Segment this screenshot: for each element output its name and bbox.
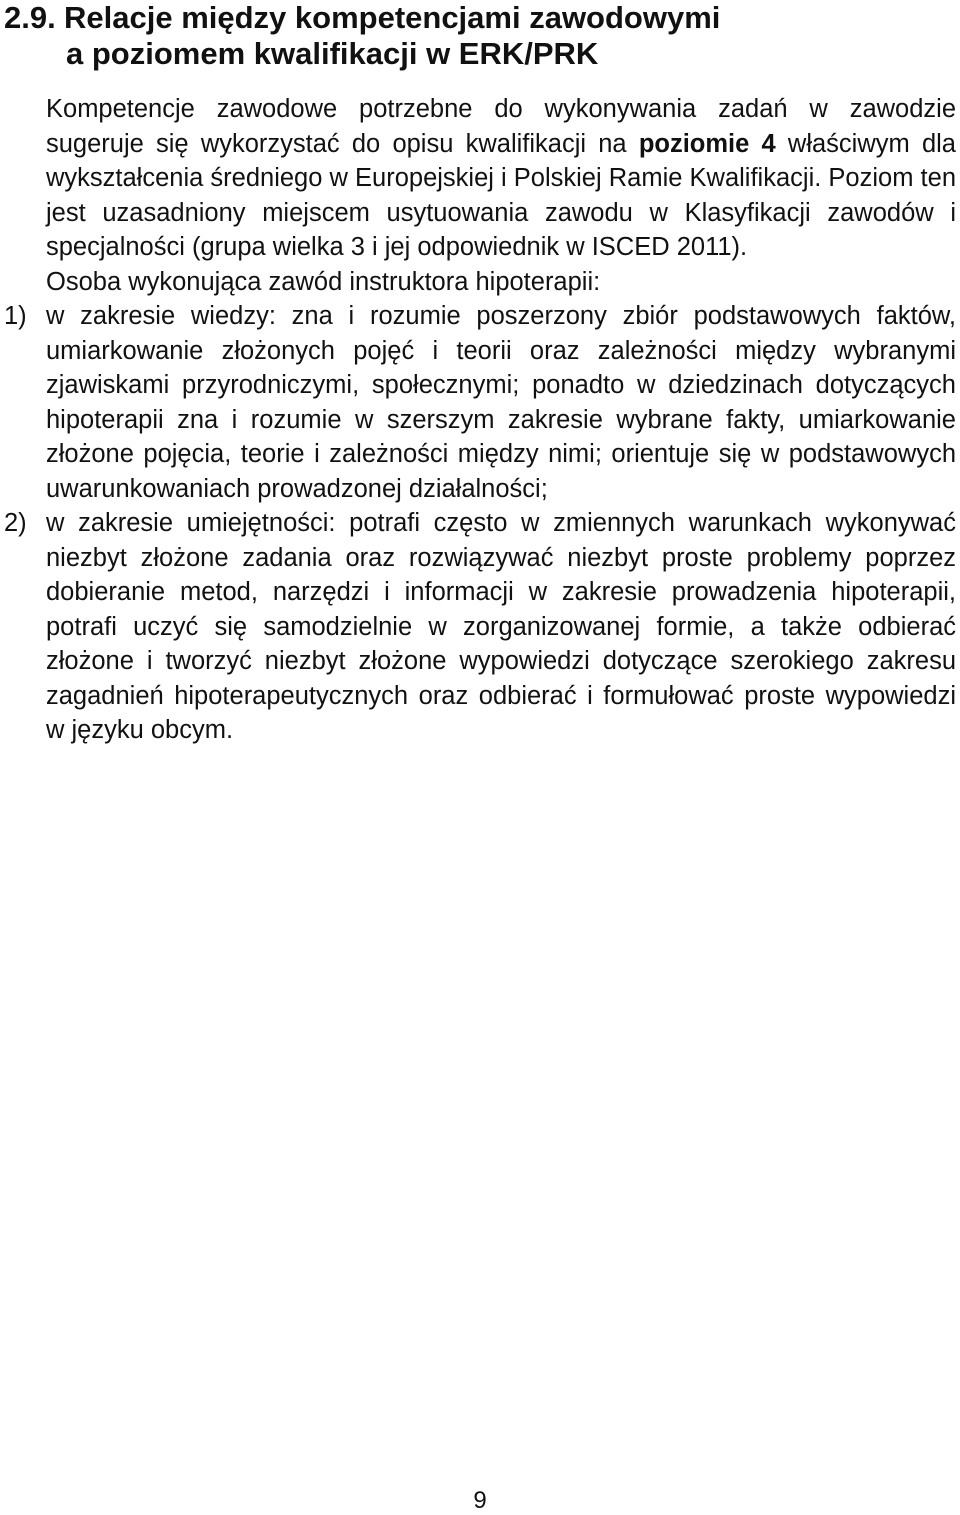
list-item-text: w zakresie wiedzy: zna i rozumie poszerzony zbiór podstawowych faktów, umiarkowanie złożonych pojęć i teorii oraz zależności między wybranymi zjawiskami przyrodniczymi, społecznymi; ponadto w dziedzinach dotyczących hipoterapii zna i rozumie w szerszym zakresie wybrane fakty, umiarkowanie złożone pojęcia, teorie i zależności między nimi; orientuje się w podstawowych uwarunkowaniach prowadzonej działalności; — [46, 302, 956, 503]
page-number: 9 — [473, 1487, 487, 1514]
list-item-text: w zakresie umiejętności: potrafi często w zmiennych warunkach wykonywać niezbyt złożone zadania oraz rozwiązywać niezbyt proste problemy poprzez dobieranie metod, narzędzi i informacji w zakresie prowadzenia hipoterapii, potrafi uczyć się samodzielnie w zorganizowanej formie, a także odbierać złożone i tworzyć niezbyt złożone wypowiedzi dotyczące szerokiego zakresu zagadnień hipoterapeutycznych oraz odbierać i formułować proste wypowiedzi w języku obcym. — [46, 509, 956, 744]
competence-list — [4, 299, 956, 748]
section-title-line2: a poziomem kwalifikacji w ERK/PRK — [66, 36, 599, 71]
list-item — [4, 506, 956, 748]
section-number: 2.9. — [4, 0, 56, 35]
list-marker: 2) — [4, 509, 27, 537]
section-title-line1: Relacje między kompetencjami zawodowymi — [64, 0, 721, 35]
competence-intro: Osoba wykonująca zawód instruktora hipoterapii: — [46, 267, 601, 296]
intro-paragraph — [4, 92, 956, 265]
intro-text-part1: Kompetencje zawodowe potrzebne do wykonywania zadań w zawodzie sugeruje się wykorzystać do opisu kwalifikacji na — [46, 95, 956, 158]
list-item — [4, 299, 956, 506]
section-body — [4, 92, 956, 748]
section-heading — [4, 0, 944, 72]
intro-text-part2: właściwym dla wykształcenia średniego w Europejskiej i Polskiej Ramie Kwalifikacji. Poziom ten jest uzasadniony miejscem usytuowania zawodu w Klasyfikacji zawodów i specjalności (grupa wielka 3 i jej odpowiednik w ISCED 2011). — [46, 129, 956, 261]
list-marker: 1) — [4, 302, 27, 330]
intro-text-bold: poziomie 4 — [638, 129, 776, 158]
